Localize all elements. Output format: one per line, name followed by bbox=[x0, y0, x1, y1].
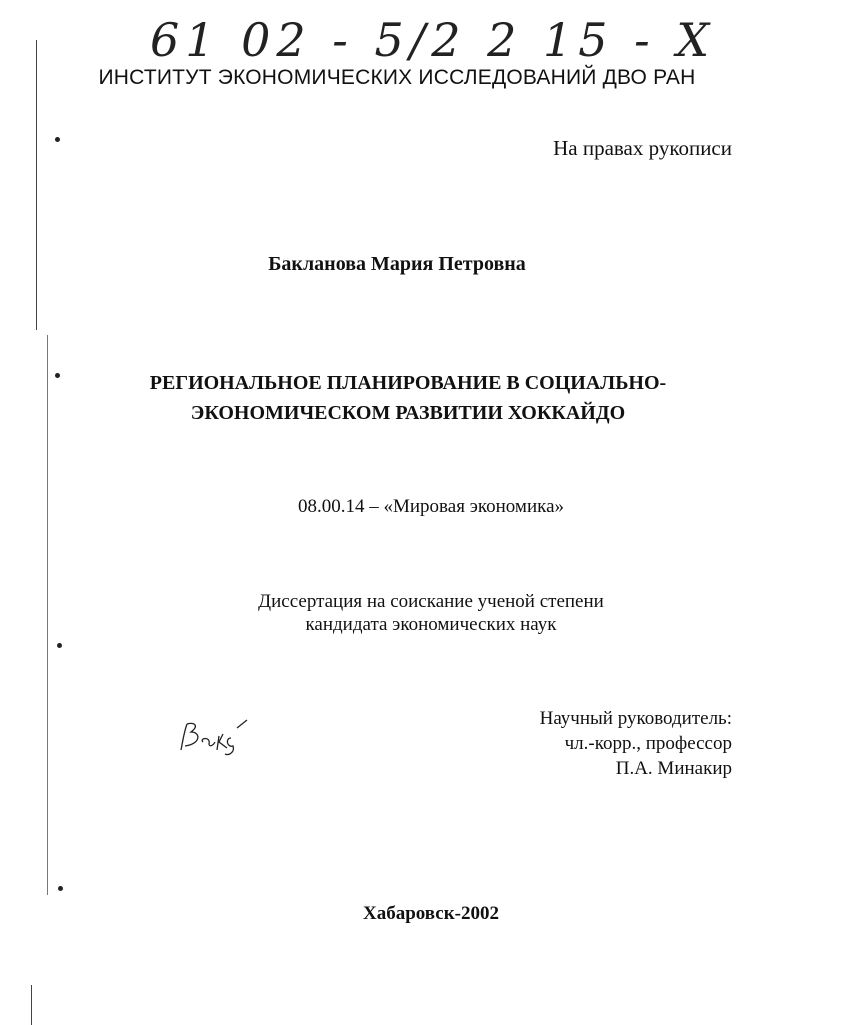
rights-note: На правах рукописи bbox=[553, 136, 732, 160]
degree-line-2: кандидата экономических наук bbox=[305, 614, 557, 635]
supervisor-block bbox=[540, 706, 732, 781]
degree-line-1: Диссертация на соискание ученой степени bbox=[258, 591, 604, 612]
title-line-1: РЕГИОНАЛЬНОЕ ПЛАНИРОВАНИЕ В СОЦИАЛЬНО- bbox=[149, 372, 667, 394]
handwritten-catalog-number bbox=[150, 8, 716, 68]
author-name: Бакланова Мария Петровна bbox=[268, 253, 526, 275]
scan-margin-line bbox=[31, 985, 32, 1025]
title-line-2: ЭКОНОМИЧЕСКОМ РАЗВИТИИ ХОККАЙДО bbox=[190, 402, 626, 424]
supervisor-rank: чл.-корр., профессор bbox=[564, 733, 732, 754]
degree-statement bbox=[0, 590, 862, 636]
supervisor-label: Научный руководитель: bbox=[539, 708, 732, 729]
scan-dot bbox=[58, 886, 63, 891]
supervisor-name: П.А. Минакир bbox=[615, 758, 732, 779]
specialty-code: 08.00.14 – «Мировая экономика» bbox=[298, 496, 564, 517]
dissertation-title bbox=[0, 368, 816, 428]
institute-name: ИНСТИТУТ ЭКОНОМИЧЕСКИХ ИССЛЕДОВАНИЙ ДВО РАН bbox=[98, 66, 696, 89]
scan-dot bbox=[57, 643, 62, 648]
handwritten-signature bbox=[175, 716, 255, 760]
handwritten-catalog-text: 61 02 - 5/2 2 15 - X bbox=[150, 13, 716, 67]
city-year: Хабаровск-2002 bbox=[362, 903, 499, 924]
scan-dot bbox=[55, 137, 60, 142]
